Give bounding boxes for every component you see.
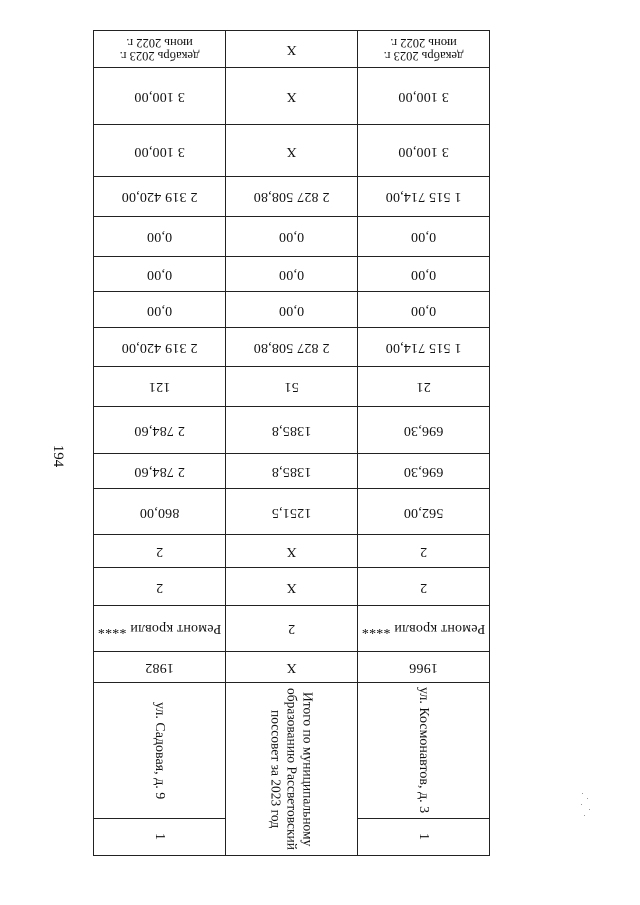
table-cell	[358, 68, 490, 125]
zero-cell: 0,00	[146, 302, 173, 318]
table-cell	[94, 257, 226, 292]
table-cell	[358, 176, 490, 216]
table-row	[94, 31, 490, 68]
page-number: 194	[50, 444, 66, 468]
table-cell	[358, 605, 490, 651]
table-cell	[226, 125, 358, 176]
summary-line-1: Итого по муниципальному	[300, 691, 316, 847]
area-cell: 696,30	[403, 464, 444, 480]
table-cell	[358, 31, 490, 68]
area-cell: 1385,8	[271, 464, 312, 480]
zero-cell: 0,00	[278, 267, 305, 283]
table-cell	[358, 683, 490, 819]
row-number-cell: 1	[416, 833, 431, 841]
value-cell: X	[286, 89, 297, 105]
value-cell: 3 100,00	[398, 143, 449, 159]
table-cell	[226, 366, 358, 406]
value-cell: X	[286, 143, 297, 159]
table-cell	[226, 68, 358, 125]
value-cell: 3 100,00	[134, 89, 185, 105]
table-cell	[358, 406, 490, 453]
table-cell	[358, 328, 490, 366]
number-cell: X	[286, 579, 297, 595]
period-line-2: декабрь 2023 г.	[383, 49, 464, 64]
scan-artifact	[580, 790, 592, 820]
area-cell: 696,30	[403, 422, 444, 438]
count-cell: 121	[148, 379, 171, 395]
table-cell	[226, 605, 358, 651]
number-cell: 2	[419, 544, 428, 560]
table-cell	[94, 489, 226, 535]
row-number-cell: 1	[152, 833, 167, 841]
table-cell	[226, 535, 358, 568]
cost-cell: 1 515 714,00	[385, 339, 462, 355]
table-cell	[226, 568, 358, 605]
table-row	[94, 406, 490, 453]
table-cell	[94, 125, 226, 176]
table-cell	[94, 366, 226, 406]
address-cell: ул. Космонавтов, д. 3	[416, 687, 431, 814]
table-cell	[94, 176, 226, 216]
table-cell	[226, 31, 358, 68]
table-cell	[358, 125, 490, 176]
period-line-1: июнь 2022 г.	[390, 36, 457, 51]
table-row	[94, 605, 490, 651]
number-cell: 2	[155, 544, 164, 560]
work-type-cell: Ремонт кровли ****	[361, 621, 486, 637]
period-line-1: июнь 2022 г.	[126, 36, 193, 51]
table-cell	[94, 292, 226, 328]
summary-label	[268, 688, 316, 850]
table-cell	[94, 31, 226, 68]
table-cell	[226, 176, 358, 216]
cost-cell: 1 515 714,00	[385, 189, 462, 205]
summary-line-3: поссовет за 2023 год	[268, 709, 284, 829]
table-cell	[94, 683, 226, 819]
zero-cell: 0,00	[146, 267, 173, 283]
work-type-cell: Ремонт кровли ****	[97, 621, 222, 637]
table-cell	[226, 216, 358, 256]
period-cell	[94, 36, 225, 62]
table-cell	[94, 328, 226, 366]
table-cell	[94, 535, 226, 568]
table-row	[94, 125, 490, 176]
zero-cell: 0,00	[410, 267, 437, 283]
table-cell	[226, 651, 358, 682]
area-cell: 2 784,60	[134, 422, 185, 438]
table-cell	[94, 568, 226, 605]
zero-cell: 0,00	[146, 229, 173, 245]
table-row	[94, 651, 490, 682]
table-cell	[358, 489, 490, 535]
year-cell: X	[286, 659, 297, 675]
table-row	[94, 257, 490, 292]
table-cell	[358, 568, 490, 605]
period-line-2: декабрь 2023 г.	[119, 49, 200, 64]
summary-cell	[226, 683, 358, 856]
table-cell	[94, 406, 226, 453]
cost-cell: 2 319 420,00	[121, 339, 198, 355]
table-row	[94, 535, 490, 568]
zero-cell: 0,00	[410, 229, 437, 245]
address-cell: ул. Садовая, д. 9	[152, 701, 167, 799]
table-cell	[226, 453, 358, 488]
zero-cell: 0,00	[278, 302, 305, 318]
area-cell: 2 784,60	[134, 464, 185, 480]
table-cell	[358, 292, 490, 328]
cost-cell: 2 827 508,80	[253, 189, 330, 205]
period-cell	[358, 36, 489, 62]
table-cell	[358, 651, 490, 682]
table-row	[94, 292, 490, 328]
table-cell	[226, 292, 358, 328]
table-cell	[358, 216, 490, 256]
area-cell: 860,00	[139, 504, 180, 520]
table-row	[94, 568, 490, 605]
table-cell	[94, 651, 226, 682]
value-cell: 3 100,00	[134, 143, 185, 159]
summary-line-2: образованию Рассветовский	[284, 688, 300, 850]
area-cell: 1385,8	[271, 422, 312, 438]
table-cell	[226, 489, 358, 535]
table-row	[94, 328, 490, 366]
table-row	[94, 68, 490, 125]
area-cell: 1251,5	[271, 504, 312, 520]
data-table	[93, 30, 490, 856]
year-cell: 1966	[409, 659, 438, 675]
work-type-cell: 2	[287, 621, 296, 637]
number-cell: 2	[419, 579, 428, 595]
table-cell	[358, 453, 490, 488]
table-row	[94, 489, 490, 535]
number-cell: X	[286, 544, 297, 560]
table-cell	[358, 366, 490, 406]
table-cell	[94, 453, 226, 488]
table-cell	[94, 818, 226, 855]
value-cell: 3 100,00	[398, 89, 449, 105]
table-row	[94, 683, 490, 819]
table-cell	[94, 605, 226, 651]
table-row	[94, 216, 490, 256]
area-cell: 562,00	[403, 504, 444, 520]
zero-cell: 0,00	[410, 302, 437, 318]
table-row	[94, 366, 490, 406]
count-cell: 51	[284, 379, 299, 395]
cost-cell: 2 827 508,80	[253, 339, 330, 355]
rotated-table	[93, 30, 489, 856]
table-row	[94, 453, 490, 488]
table-row	[94, 176, 490, 216]
table-cell	[226, 406, 358, 453]
table-cell	[94, 216, 226, 256]
table-cell	[358, 535, 490, 568]
table-cell	[226, 257, 358, 292]
number-cell: 2	[155, 579, 164, 595]
zero-cell: 0,00	[278, 229, 305, 245]
period-cell: X	[286, 42, 297, 58]
cost-cell: 2 319 420,00	[121, 189, 198, 205]
count-cell: 21	[416, 379, 431, 395]
table-cell	[94, 68, 226, 125]
table-cell	[358, 257, 490, 292]
year-cell: 1982	[145, 659, 174, 675]
table-cell	[358, 818, 490, 855]
table-cell	[226, 328, 358, 366]
